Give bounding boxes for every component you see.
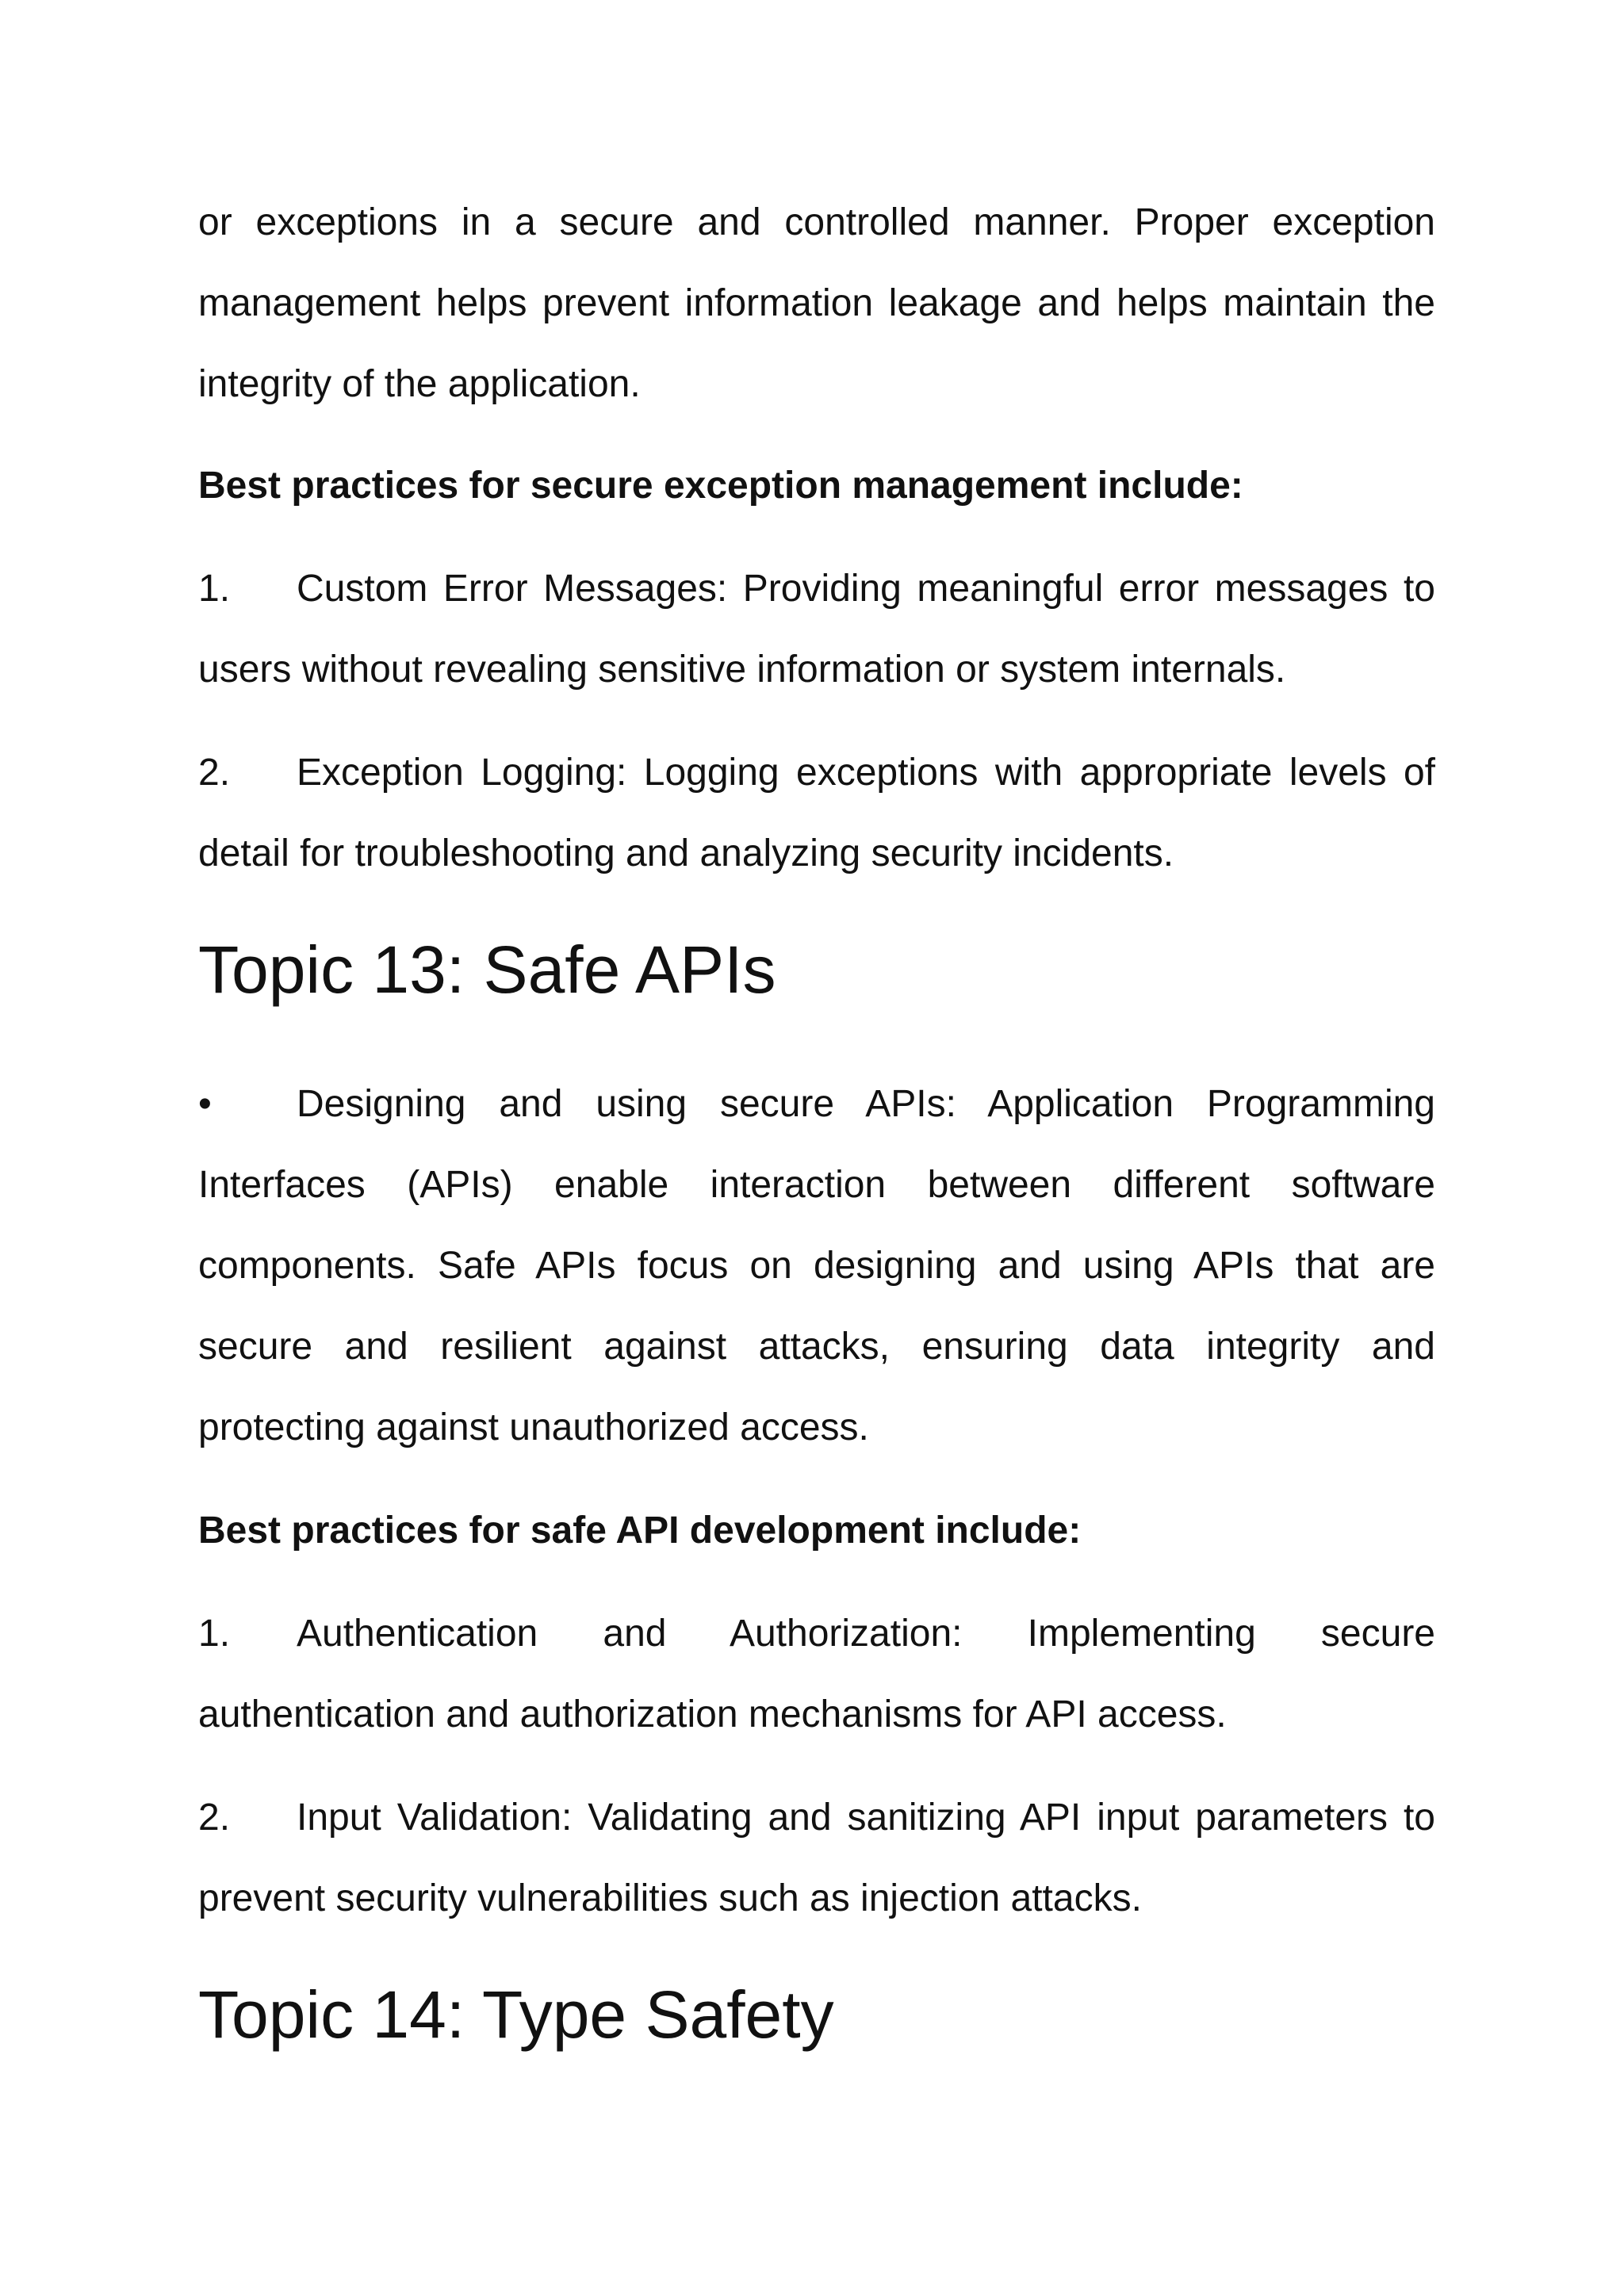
api-item-1 [198,1594,1435,1755]
api-item-2 [198,1777,1435,1939]
item-number: 2. [198,1797,231,1839]
item-text: Input Validation: Validating and sanitizing API input parameters to prevent security vulnerabilities such as injection attacks. [198,1797,1435,1919]
exception-item-2 [198,733,1435,894]
item-text: Authentication and Authorization: Implementing secure authentication and authorization mechanisms for API access. [198,1613,1435,1735]
item-text: Exception Logging: Logging exceptions with appropriate levels of detail for troubleshooting and analyzing security incidents. [198,752,1435,874]
exception-item-1 [198,549,1435,710]
bullet-icon: • [198,1083,212,1125]
item-number: 2. [198,752,231,794]
item-number: 1. [198,1613,231,1655]
topic-13-bullet-paragraph [198,1064,1435,1468]
api-practices-heading: Best practices for safe API development include: [198,1510,1082,1552]
topic-14-title: Topic 14: Type Safety [198,1977,834,2052]
item-text: Custom Error Messages: Providing meaningful error messages to users without revealing sensitive information or system internals. [198,568,1435,691]
exception-practices-heading: Best practices for secure exception management include: [198,465,1243,507]
bullet-text: Designing and using secure APIs: Application Programming Interfaces (APIs) enable interaction between different software components. Safe APIs focus on designing and using APIs that are secure and resilient against attacks, ensuring data integrity and protecting against unauthorized access. [198,1083,1435,1448]
topic-13-title: Topic 13: Safe APIs [198,932,776,1007]
intro-paragraph: or exceptions in a secure and controlled manner. Proper exception management helps prevent information leakage and helps maintain the integrity of the application. [198,201,1435,405]
item-number: 1. [198,568,231,610]
